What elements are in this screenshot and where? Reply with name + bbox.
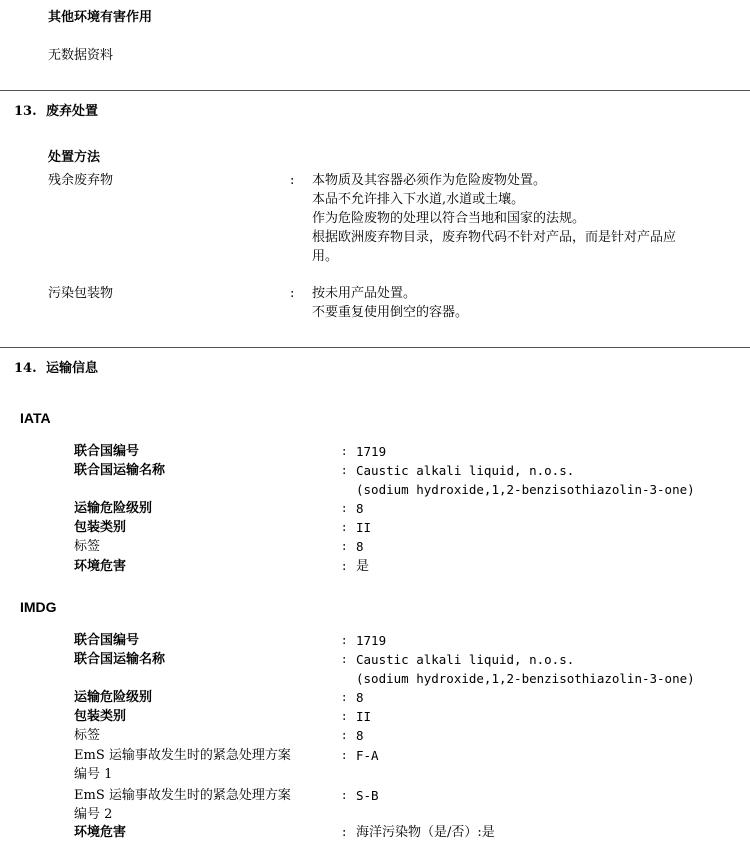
- section-divider: [0, 347, 750, 348]
- section-divider: [0, 90, 750, 91]
- imdg-colon: :: [342, 690, 347, 705]
- iata-colon: :: [342, 501, 347, 516]
- imdg-ems-2-value: S-B: [356, 788, 379, 803]
- iata-shipping-name-label: 联合国运输名称: [74, 463, 166, 478]
- iata-packing-group-value: II: [356, 520, 372, 535]
- imdg-colon: :: [342, 728, 347, 743]
- contaminated-packaging-colon: :: [290, 286, 295, 301]
- contaminated-packaging-line: 不要重复使用倒空的容器。: [312, 305, 469, 320]
- imdg-colon: :: [342, 709, 347, 724]
- iata-colon: :: [342, 463, 347, 478]
- imdg-un-number-value: 1719: [356, 633, 387, 648]
- imdg-hazard-class-label: 运输危险级别: [74, 690, 153, 705]
- section-14-title: 运输信息: [46, 361, 99, 376]
- disposal-methods-heading: 处置方法: [48, 150, 101, 165]
- residual-waste-line: 用。: [312, 249, 339, 264]
- imdg-ems-2-label-2: 编号 2: [74, 807, 113, 822]
- iata-shipping-name-value: Caustic alkali liquid, n.o.s.: [356, 463, 575, 478]
- imdg-shipping-name-value-2: (sodium hydroxide,1,2-benzisothiazolin-3-one): [356, 671, 695, 686]
- imdg-packing-group-label: 包装类别: [74, 709, 127, 724]
- imdg-heading: IMDG: [20, 599, 57, 615]
- iata-hazard-class-label: 运输危险级别: [74, 501, 153, 516]
- iata-colon: :: [342, 520, 347, 535]
- imdg-un-number-label: 联合国编号: [74, 633, 140, 648]
- imdg-ems-1-label-2: 编号 1: [74, 767, 113, 782]
- iata-packing-group-label: 包装类别: [74, 520, 127, 535]
- residual-waste-line: 本物质及其容器必须作为危险废物处置。: [312, 173, 547, 188]
- imdg-label-label: 标签: [74, 728, 101, 743]
- contaminated-packaging-label: 污染包装物: [48, 286, 114, 301]
- residual-waste-label: 残余废弃物: [48, 173, 114, 188]
- section-13-number: 13.: [14, 104, 37, 119]
- imdg-ems-1-label: EmS 运输事故发生时的紧急处理方案: [74, 748, 291, 763]
- section-14-number: 14.: [14, 361, 37, 376]
- iata-un-number-label: 联合国编号: [74, 444, 140, 459]
- imdg-packing-group-value: II: [356, 709, 372, 724]
- imdg-shipping-name-label: 联合国运输名称: [74, 652, 166, 667]
- imdg-env-hazard-value: 海洋污染物（是/否）:是: [356, 825, 495, 840]
- other-env-effects-heading: 其他环境有害作用: [48, 10, 153, 25]
- imdg-label-value: 8: [356, 728, 364, 743]
- iata-colon: :: [342, 444, 347, 459]
- imdg-colon: :: [342, 633, 347, 648]
- iata-env-hazard-label: 环境危害: [74, 559, 127, 574]
- iata-env-hazard-value: 是: [356, 559, 370, 574]
- residual-waste-line: 作为危险废物的处理以符合当地和国家的法规。: [312, 211, 586, 226]
- iata-colon: :: [342, 559, 347, 574]
- iata-shipping-name-value-2: (sodium hydroxide,1,2-benzisothiazolin-3-one): [356, 482, 695, 497]
- iata-colon: :: [342, 539, 347, 554]
- residual-waste-colon: :: [290, 173, 295, 188]
- imdg-colon: :: [342, 788, 347, 803]
- residual-waste-line: 本品不允许排入下水道,水道或土壤。: [312, 192, 525, 207]
- other-env-effects-value: 无数据资料: [48, 48, 114, 63]
- iata-label-value: 8: [356, 539, 364, 554]
- imdg-ems-1-value: F-A: [356, 748, 379, 763]
- imdg-colon: :: [342, 825, 347, 840]
- imdg-hazard-class-value: 8: [356, 690, 364, 705]
- imdg-colon: :: [342, 652, 347, 667]
- iata-hazard-class-value: 8: [356, 501, 364, 516]
- iata-un-number-value: 1719: [356, 444, 387, 459]
- contaminated-packaging-line: 按未用产品处置。: [312, 286, 417, 301]
- iata-heading: IATA: [20, 410, 51, 426]
- residual-waste-line: 根据欧洲废弃物目录，废弃物代码不针对产品，而是针对产品应: [312, 230, 677, 245]
- imdg-ems-2-label: EmS 运输事故发生时的紧急处理方案: [74, 788, 291, 803]
- imdg-colon: :: [342, 748, 347, 763]
- imdg-env-hazard-label: 环境危害: [74, 825, 127, 840]
- imdg-shipping-name-value: Caustic alkali liquid, n.o.s.: [356, 652, 575, 667]
- iata-label-label: 标签: [74, 539, 101, 554]
- section-13-title: 废弃处置: [46, 104, 99, 119]
